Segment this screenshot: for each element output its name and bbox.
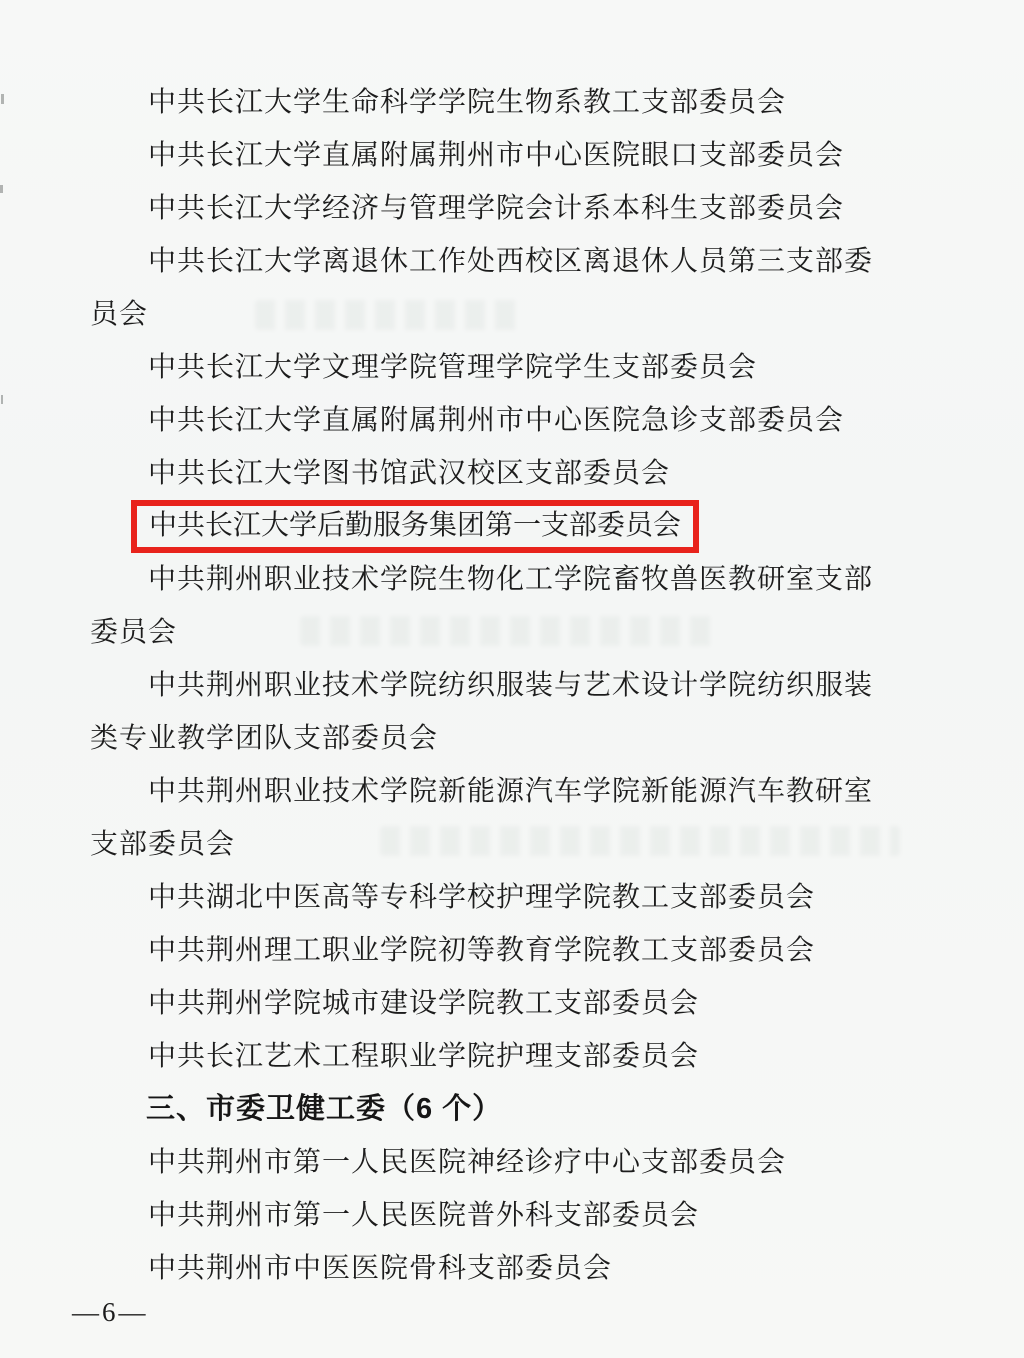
list-item bbox=[90, 341, 890, 394]
document-body bbox=[90, 76, 890, 1295]
list-item bbox=[90, 76, 890, 129]
list-item-text: 中共长江大学生命科学学院生物系教工支部委员会 bbox=[148, 87, 787, 118]
scan-speck bbox=[1, 94, 4, 104]
list-item bbox=[90, 765, 890, 871]
list-item bbox=[90, 129, 890, 182]
list-item bbox=[90, 447, 890, 500]
list-item bbox=[90, 1189, 890, 1242]
list-item bbox=[90, 924, 890, 977]
list-item bbox=[90, 1136, 890, 1189]
list-item-text: 中共长江大学文理学院管理学院学生支部委员会 bbox=[148, 352, 758, 383]
list-item-text-continued: 支部委员会 bbox=[90, 829, 236, 860]
list-item bbox=[90, 977, 890, 1030]
list-item bbox=[90, 182, 890, 235]
list-item-text: 中共荆州市中医医院骨科支部委员会 bbox=[148, 1253, 613, 1284]
list-item-text: 中共荆州职业技术学院生物化工学院畜牧兽医教研室支部 bbox=[148, 564, 874, 595]
list-item bbox=[90, 659, 890, 765]
list-item-text: 中共荆州学院城市建设学院教工支部委员会 bbox=[148, 988, 700, 1019]
list-item bbox=[90, 394, 890, 447]
list-item-text-continued: 类专业教学团队支部委员会 bbox=[90, 723, 439, 754]
red-highlight-box bbox=[131, 500, 699, 553]
list-item-text: 中共长江大学经济与管理学院会计系本科生支部委员会 bbox=[148, 193, 845, 224]
list-item-text: 中共荆州市第一人民医院普外科支部委员会 bbox=[148, 1200, 700, 1231]
list-item-text: 中共长江大学图书馆武汉校区支部委员会 bbox=[148, 458, 671, 489]
list-item bbox=[90, 553, 890, 659]
list-item-highlighted bbox=[90, 500, 890, 553]
list-item-text: 中共长江大学直属附属荆州市中心医院急诊支部委员会 bbox=[148, 405, 845, 436]
list-item-text: 中共长江大学后勤服务集团第一支部委员会 bbox=[149, 510, 682, 541]
list-item-text: 中共长江大学直属附属荆州市中心医院眼口支部委员会 bbox=[148, 140, 845, 171]
section-heading: 三、市委卫健工委（6 个） bbox=[146, 1093, 503, 1125]
list-item-text: 中共湖北中医高等专科学校护理学院教工支部委员会 bbox=[148, 882, 816, 913]
list-item bbox=[90, 235, 890, 341]
list-item-text: 中共荆州理工职业学院初等教育学院教工支部委员会 bbox=[148, 935, 816, 966]
list-item-text: 中共荆州职业技术学院纺织服装与艺术设计学院纺织服装 bbox=[148, 670, 874, 701]
list-item-text: 中共长江艺术工程职业学院护理支部委员会 bbox=[148, 1041, 700, 1072]
scan-speck bbox=[0, 185, 3, 193]
list-item-text-continued: 委员会 bbox=[90, 617, 178, 648]
list-item-text: 中共长江大学离退休工作处西校区离退休人员第三支部委 bbox=[148, 246, 874, 277]
list-item bbox=[90, 1242, 890, 1295]
list-item-text: 中共荆州市第一人民医院神经诊疗中心支部委员会 bbox=[148, 1147, 787, 1178]
highlighted-line bbox=[90, 500, 890, 553]
list-item-text-continued: 员会 bbox=[90, 299, 149, 330]
list-item bbox=[90, 1030, 890, 1083]
list-item bbox=[90, 871, 890, 924]
page-number: —6— bbox=[72, 1297, 149, 1327]
scan-speck bbox=[1, 395, 3, 404]
list-item-text: 中共荆州职业技术学院新能源汽车学院新能源汽车教研室 bbox=[148, 776, 874, 807]
